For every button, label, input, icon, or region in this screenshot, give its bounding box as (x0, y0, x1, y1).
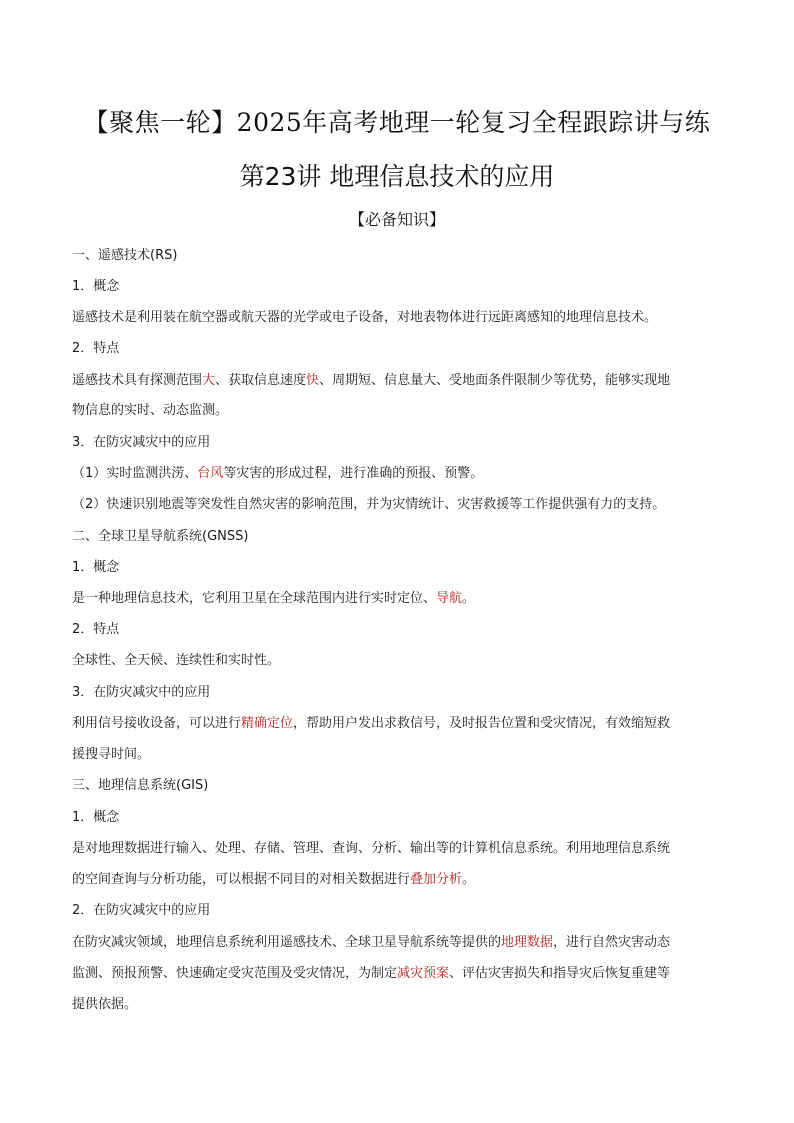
rs-app-label: 3．在防灾减灾中的应用 (72, 435, 211, 450)
gis-heading: 三、地理信息系统(GIS) (72, 778, 209, 793)
emphasis-text: 叠加分析 (410, 872, 463, 887)
gis-concept-line-1: 是对地理数据进行输入、处理、存储、管理、查询、分析、输出等的计算机信息系统。利用地理信息系统 (72, 841, 671, 856)
text-run: （1）实时监测洪涝、 (72, 466, 198, 481)
rs-app-item-1 (72, 465, 483, 483)
text-run: 利用信号接收设备，可以进行 (72, 716, 242, 731)
gnss-feature-label: 2．特点 (72, 622, 120, 637)
rs-feature-line-1 (72, 372, 670, 390)
series-title: 【聚焦一轮】2025年高考地理一轮复习全程跟踪讲与练 (83, 108, 711, 137)
gnss-app-line-1 (72, 715, 670, 733)
gis-concept-line-2 (72, 871, 475, 889)
rs-feature-line-2: 物信息的实时、动态监测。 (72, 403, 229, 418)
rs-feature-label: 2．特点 (72, 341, 120, 356)
gis-app-line-1 (72, 934, 670, 952)
text-run: 。 (462, 872, 476, 887)
gis-app-line-2 (72, 965, 670, 983)
text-run: 、获取信息速度 (215, 373, 307, 388)
gnss-app-line-2: 援搜寻时间。 (72, 747, 151, 762)
emphasis-text: 减灾预案 (397, 966, 450, 981)
text-run: 、周期短、信息量大、受地面条件限制少等优势，能够实现地 (319, 373, 671, 388)
emphasis-text: 精确定位 (241, 716, 294, 731)
gis-app-line-3: 提供依据。 (72, 997, 138, 1012)
gis-app-label: 2．在防灾减灾中的应用 (72, 903, 211, 918)
text-run: 。 (462, 591, 476, 606)
emphasis-text: 大 (202, 373, 216, 388)
text-run: 遥感技术具有探测范围 (72, 373, 203, 388)
section-title: 【必备知识】 (348, 210, 445, 229)
lecture-title: 第23讲 地理信息技术的应用 (239, 162, 555, 191)
rs-concept-label: 1．概念 (72, 279, 120, 294)
emphasis-text: 台风 (197, 466, 224, 481)
rs-heading: 一、遥感技术(RS) (72, 248, 178, 263)
text-run: ，帮助用户发出求救信号，及时报告位置和受灾情况，有效缩短救 (293, 716, 671, 731)
emphasis-text: 快 (306, 373, 320, 388)
emphasis-text: 导航 (436, 591, 463, 606)
gnss-concept-text (72, 590, 475, 608)
text-run: 的空间查询与分析功能，可以根据不同目的对相关数据进行 (72, 872, 411, 887)
gnss-feature-text: 全球性、全天候、连续性和实时性。 (72, 653, 281, 668)
gnss-concept-label: 1．概念 (72, 560, 120, 575)
text-run: ，进行自然灾害动态 (553, 935, 671, 950)
text-run: 是一种地理信息技术，它利用卫星在全球范围内进行实时定位、 (72, 591, 437, 606)
text-run: 监测、预报预警、快速确定受灾范围及受灾情况，为制定 (72, 966, 398, 981)
text-run: 、评估灾害损失和指导灾后恢复重建等 (449, 966, 671, 981)
gnss-heading: 二、全球卫星导航系统(GNSS) (72, 529, 249, 544)
gnss-app-label: 3．在防灾减灾中的应用 (72, 685, 211, 700)
text-run: 等灾害的形成过程，进行准确的预报、预警。 (223, 466, 484, 481)
gis-concept-label: 1．概念 (72, 810, 120, 825)
rs-app-item-2: （2）快速识别地震等突发性自然灾害的影响范围，并为灾情统计、灾害救援等工作提供强有力的支持。 (72, 497, 666, 512)
emphasis-text: 地理数据 (501, 935, 554, 950)
text-run: 在防灾减灾领域，地理信息系统利用遥感技术、全球卫星导航系统等提供的 (72, 935, 502, 950)
rs-concept-text: 遥感技术是利用装在航空器或航天器的光学或电子设备，对地表物体进行远距离感知的地理信息技术。 (72, 310, 658, 325)
